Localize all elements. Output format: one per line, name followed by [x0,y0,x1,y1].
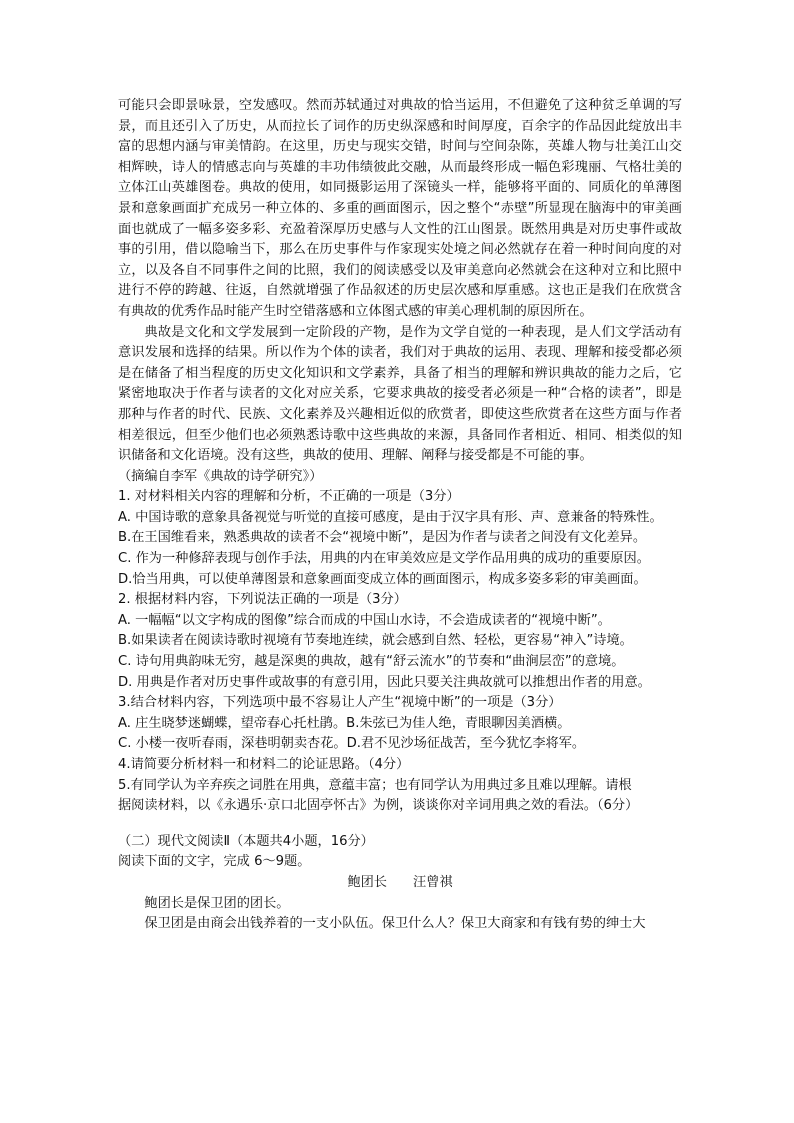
question-3-options-ab: A. 庄生晓梦迷蝴蝶，望帝春心托杜鹃。B.朱弦已为佳人绝，青眼聊因美酒横。 [118,715,571,731]
passage-source: （摘编自李军《典故的诗学研究》） [118,468,323,484]
question-1-stem: 1. 对材料相关内容的理解和分析，不正确的一项是（3分） [118,489,460,505]
section-2-header: （二）现代文阅读Ⅱ（本题共4小题，16分） [118,833,374,849]
question-2-option-d: D. 用典是作者对历史事件或故事的有意引用，因此只要关注典故就可以推想出作者的用意。 [118,674,651,690]
story-title: 鲍团长 [347,874,387,890]
question-5-stem-line-2: 据阅读材料，以《永遇乐·京口北固亭怀古》为例，谈谈你对辛词用典之效的看法。（6分） [118,798,639,814]
passage-paragraph-1: 可能只会即景咏景，空发感叹。然而苏轼通过对典故的恰当运用，不但避免了这种贫乏单调的写景，而且还引入了历史，从而拉长了词作的历史纵深感和时间厚度，百余字的作品因此绽放出丰富的思想内涵与审美情韵。在这里，历史与现实交错，时间与空间杂陈，英雄人物与壮美江山交相辉映，诗人的情感志向与英雄的丰功伟绩彼此交融，从而最终形成一幅色彩瑰丽、气格壮美的立体江山英雄图卷。典故的使用，如同摄影运用了深镜头一样，能够将平面的、同质化的单薄图景和意象画面扩充成另一种立体的、多重的画面图示，因之整个“赤壁”所显现在脑海中的审美画面也就成了一幅多姿多彩、充盈着深厚历史感与人文性的江山图景。既然用典是对历史事件或故事的引用，借以隐喻当下，那么在历史事件与作家现实处境之间必然就存在着一种时间向度的对立，以及各自不同事件之间的比照，我们的阅读感受以及审美意向必然就会在这种对立和比照中进行不停的跨越、往返，自然就增强了作品叙述的历史层次感和厚重感。这也正是我们在欣赏含有典故的优秀作品时能产生时空错落感和立体图式感的审美心理机制的原因所在。 [118,98,682,319]
question-4-stem: 4.请简要分析材料一和材料二的论证思路。（4分） [118,757,410,772]
question-2-option-a: A. 一幅幅“以文字构成的图像”综合而成的中国山水诗，不会造成读者的“视境中断”。 [118,612,611,628]
story-line-2: 保卫团是由商会出钱养着的一支小队伍。保卫什么人？保卫大商家和有钱有势的绅士大 [144,916,646,932]
question-2-stem: 2. 根据材料内容，下列说法正确的一项是（3分） [118,592,407,608]
question-2-option-b: B.如果读者在阅读诗歌时视境有节奏地连续，就会感到自然、轻松，更容易“神入”诗境。 [118,633,633,649]
document-body [118,96,682,935]
story-title-row [118,873,682,894]
question-1-option-d: D.恰当用典，可以使单薄图景和意象画面变成立体的画面图示，构成多姿多彩的审美画面。 [118,571,647,587]
passage-paragraph-2: 典故是文化和文学发展到一定阶段的产物，是作为文学自觉的一种表现，是人们文学活动有意识发展和选择的结果。所以作为个体的读者，我们对于典故的运用、表现、理解和接受都必须是在储备了相当程度的历史文化知识和文学素养，具备了相当的理解和辨识典故的能力之后，它紧密地取决于作者与读者的文化对应关系，它要求典故的接受者必须是一种“合格的读者”，即是那种与作者的时代、民族、文化素养及兴趣相近似的欣赏者，即使这些欣赏者在这些方面与作者相差很远，但至少他们也必须熟悉诗歌中这些典故的来源，具备同作者相近、相同、相类似的知识储备和文化语境。没有这些，典故的使用、理解、阐释与接受都是不可能的事。 [118,324,682,464]
question-2-option-c: C. 诗句用典韵味无穷，越是深奥的典故，越有“舒云流水”的节奏和“曲涧层峦”的意境。 [118,654,625,670]
question-1-option-b: B.在王国维看来，熟悉典故的读者不会“视境中断”，是因为作者与读者之间没有文化差异。 [118,530,647,546]
question-1-option-c: C. 作为一种修辞表现与创作手法，用典的内在审美效应是文学作品用典的成功的重要原因。 [118,551,650,567]
question-5-stem-line-1: 5.有同学认为辛弃疾之词胜在用典，意蕴丰富；也有同学认为用典过多且难以理解。请根 [118,777,632,793]
question-3-stem: 3.结合材料内容，下列选项中最不容易让人产生“视境中断”的一项是（3分） [118,695,562,711]
section-2-instruction: 阅读下面的文字，完成 6～9题。 [118,854,311,870]
question-3-options-cd: C. 小楼一夜听春雨，深巷明朝卖杏花。D.君不见沙场征战苦，至今犹忆李将军。 [118,736,586,752]
story-line-1: 鲍团长是保卫团的团长。 [144,895,290,911]
question-1-option-a: A. 中国诗歌的意象具备视觉与听觉的直接可感度，是由于汉字具有形、声、意兼备的特殊性。 [118,509,663,525]
story-author: 汪曾祺 [413,874,453,890]
section-gap [118,817,682,832]
